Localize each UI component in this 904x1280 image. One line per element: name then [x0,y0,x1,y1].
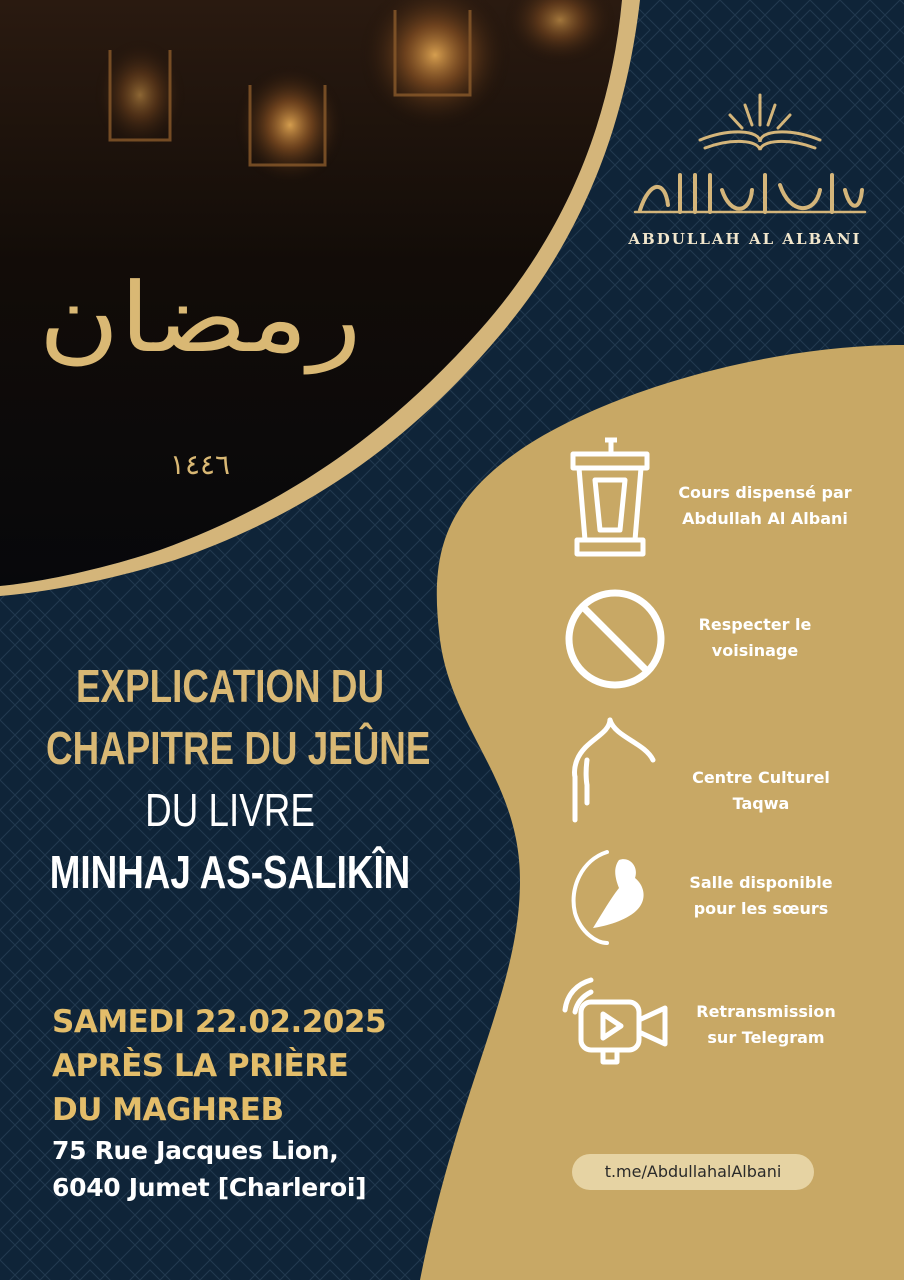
hijri-year: ١٤٤٦ [169,448,231,481]
video-stream-icon [555,972,675,1072]
mosque-dome-icon [565,715,660,825]
feature-sisters-room [656,870,866,922]
feature-venue-line-1: Centre Culturel [692,768,830,787]
feature-sisters-line-1: Salle disponible [689,873,833,892]
feature-telegram [661,999,871,1051]
lectern-icon [565,430,655,560]
feature-course-line-2: Abdullah Al Albani [682,509,848,528]
feature-venue [656,765,866,817]
event-schedule [52,1000,472,1206]
feature-neighborhood-line-1: Respecter le [698,615,812,634]
address-line-1: 75 Rue Jacques Lion, [52,1136,339,1165]
feature-telegram-line-2: sur Telegram [707,1028,825,1047]
feature-neighborhood [650,612,860,664]
title-line-4: MINHAJ AS-SALIKÎN [49,846,411,898]
feature-course-line-1: Cours dispensé par [678,483,852,502]
telegram-link[interactable]: t.me/AbdullahalAlbani [572,1154,814,1190]
feature-telegram-line-1: Retransmission [696,1002,836,1021]
address-line-2: 6040 Jumet [Charleroi] [52,1173,367,1202]
title-line-1: EXPLICATION DU [75,660,385,712]
feature-course [660,480,870,532]
feature-neighborhood-line-2: voisinage [711,641,799,660]
title-line-2: CHAPITRE DU JEÛNE [46,722,431,774]
event-time-2: DU MAGHREB [52,1092,284,1128]
title-line-3: DU LIVRE [145,784,315,836]
logo-name: ABDULLAH AL ALBANI [628,230,862,248]
event-date: SAMEDI 22.02.2025 [52,1004,387,1040]
feature-venue-line-2: Taqwa [732,794,790,813]
veiled-woman-icon [567,848,667,948]
event-title [0,655,460,903]
event-time-1: APRÈS LA PRIÈRE [52,1048,349,1084]
ramadan-calligraphy: رمضان [38,262,362,374]
feature-sisters-line-2: pour les sœurs [693,899,829,918]
